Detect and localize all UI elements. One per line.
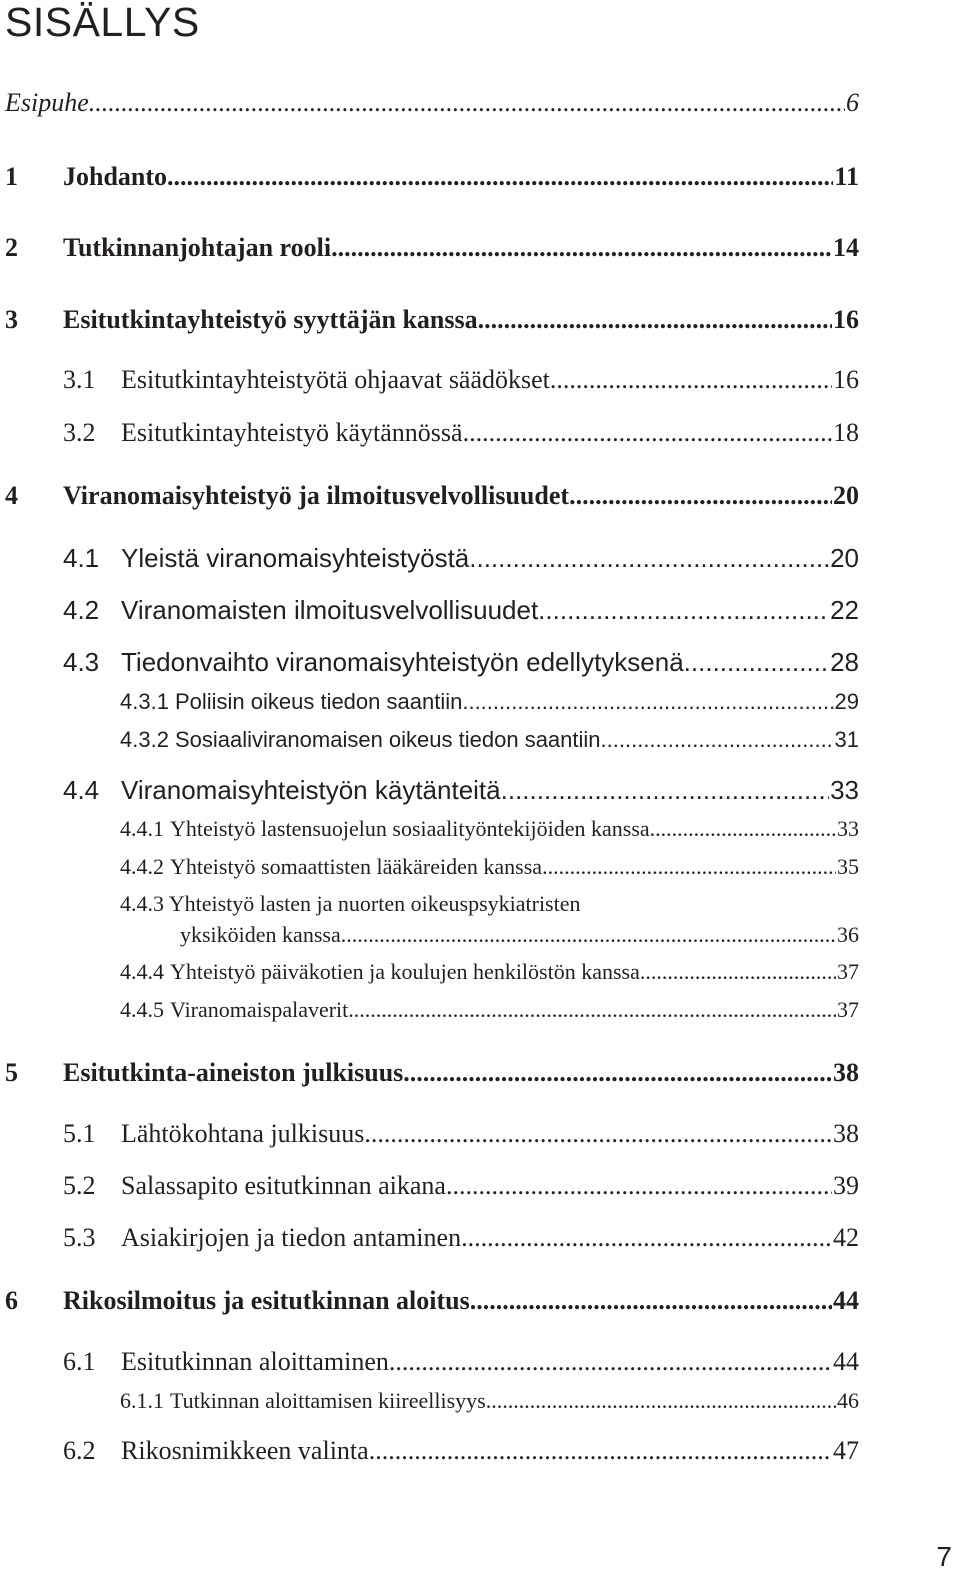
toc-entry-subsection[interactable] bbox=[120, 727, 859, 753]
toc-entry-number: 5 bbox=[5, 1058, 18, 1087]
toc-page-number: 38 bbox=[833, 1058, 859, 1087]
toc-page-number: 11 bbox=[834, 162, 859, 191]
toc-entry-text: Sosiaaliviranomaisen oikeus tiedon saantiin bbox=[174, 727, 601, 752]
toc-page-number: 16 bbox=[833, 305, 859, 334]
toc-page-number: 39 bbox=[833, 1171, 859, 1200]
toc-page-number: 35 bbox=[837, 854, 859, 879]
toc-entry-number: 6.1 bbox=[63, 1347, 96, 1376]
toc-entry-subsection-first-line[interactable] bbox=[120, 891, 581, 917]
toc-entry-section[interactable] bbox=[63, 647, 859, 678]
toc-entry-text: Esitutkintayhteistyö käytännössä bbox=[121, 418, 463, 447]
toc-entry-text: Rikosnimikkeen valinta bbox=[121, 1436, 369, 1465]
toc-page-number: 29 bbox=[834, 689, 859, 714]
toc-entry-text: Esipuhe bbox=[5, 88, 89, 117]
toc-leader-dots bbox=[650, 816, 836, 842]
toc-entry-text: Viranomaisyhteistyön käytänteitä bbox=[121, 775, 501, 805]
toc-page-number: 42 bbox=[833, 1223, 859, 1252]
toc-entry-text-continued: yksiköiden kanssa bbox=[180, 922, 341, 947]
toc-page-number: 37 bbox=[837, 959, 859, 984]
toc-leader-dots bbox=[369, 1436, 832, 1466]
toc-entry-subsection[interactable] bbox=[120, 816, 859, 842]
toc-entry-text: Johdanto bbox=[63, 162, 168, 191]
toc-entry-text: Tutkinnan aloittamisen kiireellisyys bbox=[170, 1388, 486, 1413]
toc-entry-chapter[interactable] bbox=[5, 481, 859, 511]
toc-entry-text: Rikosilmoitus ja esitutkinnan aloitus bbox=[63, 1286, 470, 1315]
toc-entry-section[interactable] bbox=[63, 775, 859, 806]
toc-entry-number: 4.4.3 bbox=[120, 891, 164, 916]
toc-entry-section[interactable] bbox=[63, 418, 859, 448]
toc-entry-section[interactable] bbox=[63, 1171, 859, 1201]
toc-entry-chapter[interactable] bbox=[5, 162, 859, 192]
toc-entry-text: Yleistä viranomaisyhteistyöstä bbox=[121, 543, 470, 573]
toc-entry-section[interactable] bbox=[63, 1119, 859, 1149]
toc-leader-dots bbox=[486, 1388, 836, 1414]
toc-entry-chapter[interactable] bbox=[5, 1058, 859, 1088]
toc-page-number: 46 bbox=[837, 1388, 859, 1413]
toc-page-number: 44 bbox=[833, 1347, 859, 1376]
toc-page-number: 31 bbox=[834, 727, 859, 752]
toc-entry-chapter[interactable] bbox=[5, 1286, 859, 1316]
toc-entry-text: Esitutkintayhteistyötä ohjaavat säädökset bbox=[121, 365, 550, 394]
toc-entry-subsection[interactable] bbox=[120, 997, 859, 1023]
toc-page-number: 33 bbox=[830, 775, 859, 805]
page-number: 7 bbox=[936, 1541, 952, 1572]
toc-leader-dots bbox=[446, 1171, 832, 1201]
toc-entry-number: 6 bbox=[5, 1286, 18, 1315]
toc-leader-dots bbox=[341, 922, 836, 948]
toc-entry-text: Viranomaisten ilmoitusvelvollisuudet bbox=[121, 595, 539, 625]
toc-entry-text: Salassapito esitutkinnan aikana bbox=[121, 1171, 446, 1200]
toc-leader-dots bbox=[469, 543, 829, 574]
toc-leader-dots bbox=[389, 1347, 832, 1377]
toc-page-number: 18 bbox=[833, 418, 859, 447]
toc-entry-number: 6.1.1 bbox=[120, 1388, 164, 1413]
toc-page-number: 28 bbox=[830, 647, 859, 677]
toc-entry-section[interactable] bbox=[63, 543, 859, 574]
toc-entry-subsection[interactable] bbox=[180, 922, 859, 948]
toc-entry-number: 3 bbox=[5, 305, 18, 334]
toc-leader-dots bbox=[463, 418, 832, 448]
toc-entry-number: 4.3.2 bbox=[120, 727, 169, 752]
toc-leader-dots bbox=[550, 365, 832, 395]
toc-leader-dots bbox=[569, 481, 832, 511]
toc-entry-subsection[interactable] bbox=[120, 689, 859, 715]
toc-entry-number: 4.3.1 bbox=[120, 689, 169, 714]
toc-entry-section[interactable] bbox=[63, 595, 859, 626]
toc-entry-number: 5.2 bbox=[63, 1171, 96, 1200]
toc-entry-number: 4 bbox=[5, 481, 18, 510]
toc-page-number: 44 bbox=[833, 1286, 859, 1315]
toc-entry-chapter[interactable] bbox=[5, 233, 859, 263]
toc-entry-section[interactable] bbox=[63, 1436, 859, 1466]
toc-page-number: 38 bbox=[833, 1119, 859, 1148]
toc-entry-number: 5.1 bbox=[63, 1119, 96, 1148]
toc-page-number: 37 bbox=[837, 997, 859, 1022]
toc-leader-dots bbox=[501, 775, 829, 806]
toc-leader-dots bbox=[364, 1119, 832, 1149]
toc-entry-number: 4.4.5 bbox=[120, 997, 164, 1022]
toc-entry-number: 4.2 bbox=[63, 595, 100, 625]
toc-leader-dots bbox=[462, 689, 833, 715]
toc-leader-dots bbox=[461, 1223, 832, 1253]
toc-entry-number: 4.4.4 bbox=[120, 959, 164, 984]
toc-entry-text: Viranomaispalaverit bbox=[170, 997, 349, 1022]
toc-entry-text: Poliisin oikeus tiedon saantiin bbox=[174, 689, 463, 714]
toc-leader-dots bbox=[470, 1286, 832, 1316]
toc-entry-text: Viranomaisyhteistyö ja ilmoitusvelvollisuudet bbox=[63, 481, 570, 510]
page-title: SISÄLLYS bbox=[5, 0, 200, 45]
toc-entry-text: Yhteistyö lasten ja nuorten oikeuspsykiatristen bbox=[168, 891, 581, 916]
toc-entry-section[interactable] bbox=[63, 1347, 859, 1377]
toc-entry-number: 4.4 bbox=[63, 775, 100, 805]
toc-entry-number: 3.1 bbox=[63, 365, 96, 394]
toc-entry-text: Lähtökohtana julkisuus bbox=[121, 1119, 365, 1148]
toc-leader-dots bbox=[403, 1058, 832, 1088]
toc-entry-text: Esitutkinta-aineiston julkisuus bbox=[63, 1058, 404, 1087]
toc-entry-text: Tiedonvaihto viranomaisyhteistyön edellytyksenä bbox=[121, 647, 684, 677]
toc-leader-dots bbox=[601, 727, 834, 753]
toc-entry-subsection[interactable] bbox=[120, 959, 859, 985]
toc-page-number: 47 bbox=[833, 1436, 859, 1465]
toc-entry-number: 5.3 bbox=[63, 1223, 96, 1252]
toc-entry-number: 4.1 bbox=[63, 543, 100, 573]
toc-page-number: 22 bbox=[830, 595, 859, 625]
toc-leader-dots bbox=[538, 595, 829, 626]
toc-page-number: 36 bbox=[837, 922, 859, 947]
toc-page-number: 6 bbox=[846, 88, 859, 117]
toc-entry-number: 4.4.2 bbox=[120, 854, 164, 879]
toc-page-number: 16 bbox=[833, 365, 859, 394]
toc-leader-dots bbox=[684, 647, 829, 678]
toc-page-number: 33 bbox=[837, 816, 859, 841]
toc-page-number: 20 bbox=[830, 543, 859, 573]
toc-entry-text: Yhteistyö päiväkotien ja koulujen henkilöstön kanssa bbox=[170, 959, 640, 984]
toc-entry-number: 6.2 bbox=[63, 1436, 96, 1465]
toc-page-number: 20 bbox=[833, 481, 859, 510]
toc-entry-text: Esitutkinnan aloittaminen bbox=[121, 1347, 389, 1376]
toc-entry-text: Yhteistyö lastensuojelun sosiaalityöntekijöiden kanssa bbox=[170, 816, 650, 841]
toc-entry-number: 4.4.1 bbox=[120, 816, 164, 841]
toc-entry-section[interactable] bbox=[63, 1223, 859, 1253]
toc-leader-dots bbox=[89, 88, 845, 118]
toc-leader-dots bbox=[640, 959, 836, 985]
toc-leader-dots bbox=[167, 162, 833, 192]
toc-entry-number: 1 bbox=[5, 162, 18, 191]
toc-entry-chapter[interactable] bbox=[5, 305, 859, 335]
toc-entry-subsection[interactable] bbox=[120, 854, 859, 880]
toc-leader-dots bbox=[542, 854, 836, 880]
toc-page-number: 14 bbox=[833, 233, 859, 262]
toc-entry-text: Tutkinnanjohtajan rooli bbox=[63, 233, 332, 262]
toc-entry-preface[interactable] bbox=[5, 88, 859, 118]
toc-entry-subsection[interactable] bbox=[120, 1388, 859, 1414]
toc-entry-number: 3.2 bbox=[63, 418, 96, 447]
toc-entry-section[interactable] bbox=[63, 365, 859, 395]
toc-entry-text: Esitutkintayhteistyö syyttäjän kanssa bbox=[63, 305, 478, 334]
toc-entry-text: Yhteistyö somaattisten lääkäreiden kanssa bbox=[170, 854, 543, 879]
toc-entry-text: Asiakirjojen ja tiedon antaminen bbox=[121, 1223, 462, 1252]
toc-leader-dots bbox=[348, 997, 836, 1023]
toc-entry-number: 2 bbox=[5, 233, 18, 262]
toc-entry-number: 4.3 bbox=[63, 647, 100, 677]
toc-leader-dots bbox=[478, 305, 832, 335]
toc-leader-dots bbox=[331, 233, 832, 263]
